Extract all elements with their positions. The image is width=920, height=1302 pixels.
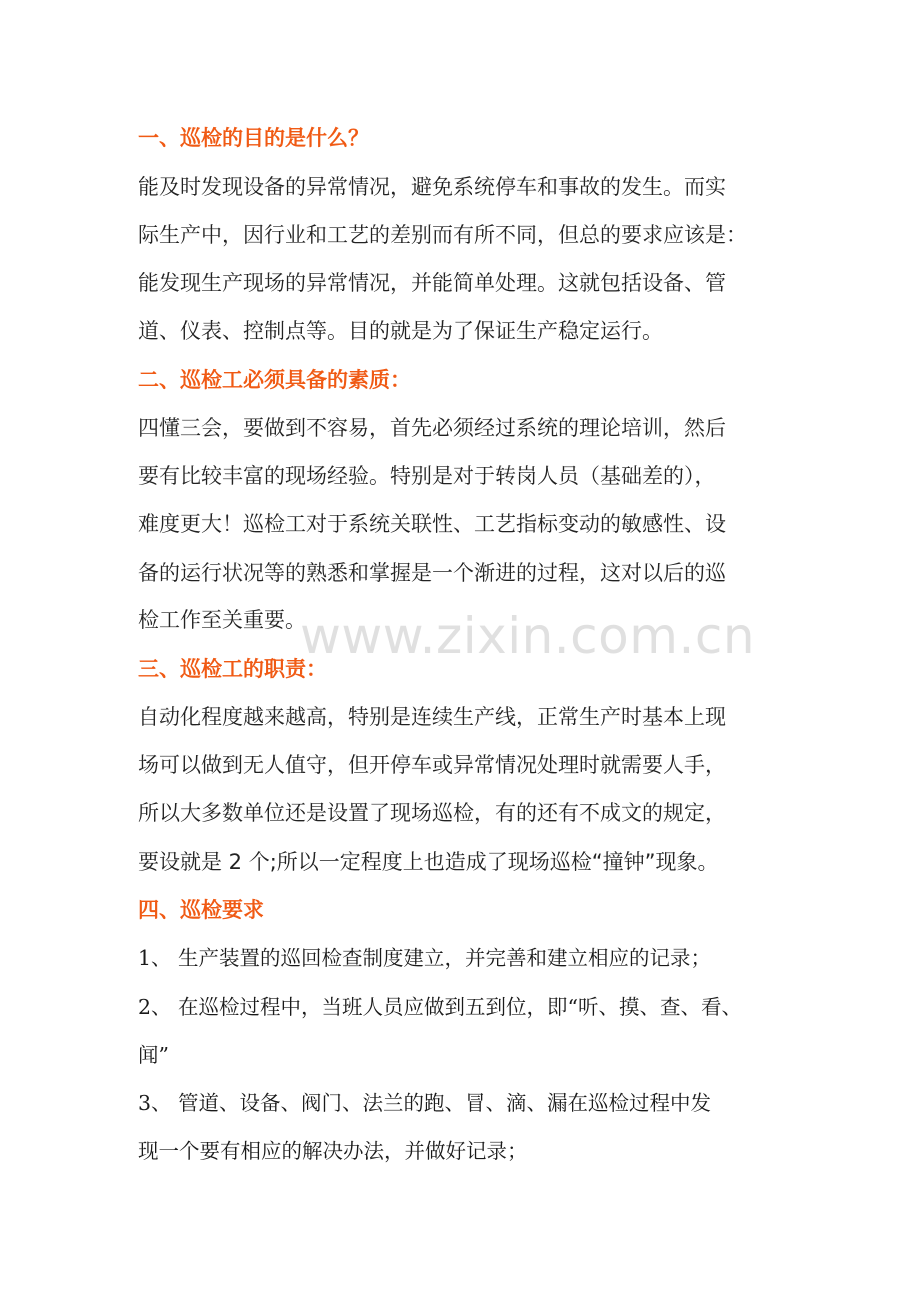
section-3-line: 自动化程度越来越高，特别是连续生产线，正常生产时基本上现 [138, 705, 726, 729]
section-4-line: 闻” [138, 1043, 169, 1067]
section-4-line: 3、 管道、设备、阀门、法兰的跑、冒、滴、漏在巡检过程中发 [138, 1091, 712, 1115]
section-4-line: 1、 生产装置的巡回检查制度建立，并完善和建立相应的记录； [138, 946, 712, 970]
section-2-line: 要有比较丰富的现场经验。特别是对于转岗人员（基础差的）， [138, 464, 716, 488]
section-2-line: 四懂三会，要做到不容易，首先必须经过系统的理论培训，然后 [138, 416, 726, 440]
section-3-heading: 三、巡检工的职责： [138, 657, 327, 681]
section-2-line: 备的运行状况等的熟悉和掌握是一个渐进的过程，这对以后的巡 [138, 561, 726, 585]
section-3-line: 所以大多数单位还是设置了现场巡检，有的还有不成文的规定， [138, 801, 726, 825]
section-4-heading: 四、巡检要求 [138, 898, 264, 922]
section-1-line: 能发现生产现场的异常情况，并能简单处理。这就包括设备、管 [138, 271, 726, 295]
section-1-heading: 一、巡检的目的是什么？ [138, 126, 369, 150]
section-1-line: 能及时发现设备的异常情况，避免系统停车和事故的发生。而实 [138, 175, 726, 199]
section-4-line: 2、 在巡检过程中，当班人员应做到五到位，即“听、摸、查、看、 [138, 995, 743, 1019]
section-3-line: 要设就是 2 个;所以一定程度上也造成了现场巡检“撞钟”现象。 [138, 850, 719, 874]
section-2-line: 难度更大！巡检工对于系统关联性、工艺指标变动的敏感性、设 [138, 512, 726, 536]
section-2-line: 检工作至关重要。 [138, 608, 306, 632]
section-1-line: 道、仪表、控制点等。目的就是为了保证生产稳定运行。 [138, 319, 663, 343]
section-4-line: 现一个要有相应的解决办法，并做好记录； [138, 1139, 528, 1163]
section-2-heading: 二、巡检工必须具备的素质： [138, 368, 411, 392]
section-1-line: 际生产中，因行业和工艺的差别而有所不同，但总的要求应该是： [138, 223, 747, 247]
section-3-line: 场可以做到无人值守，但开停车或异常情况处理时就需要人手， [138, 753, 726, 777]
watermark: www.zixin.com.cn [300, 607, 756, 665]
